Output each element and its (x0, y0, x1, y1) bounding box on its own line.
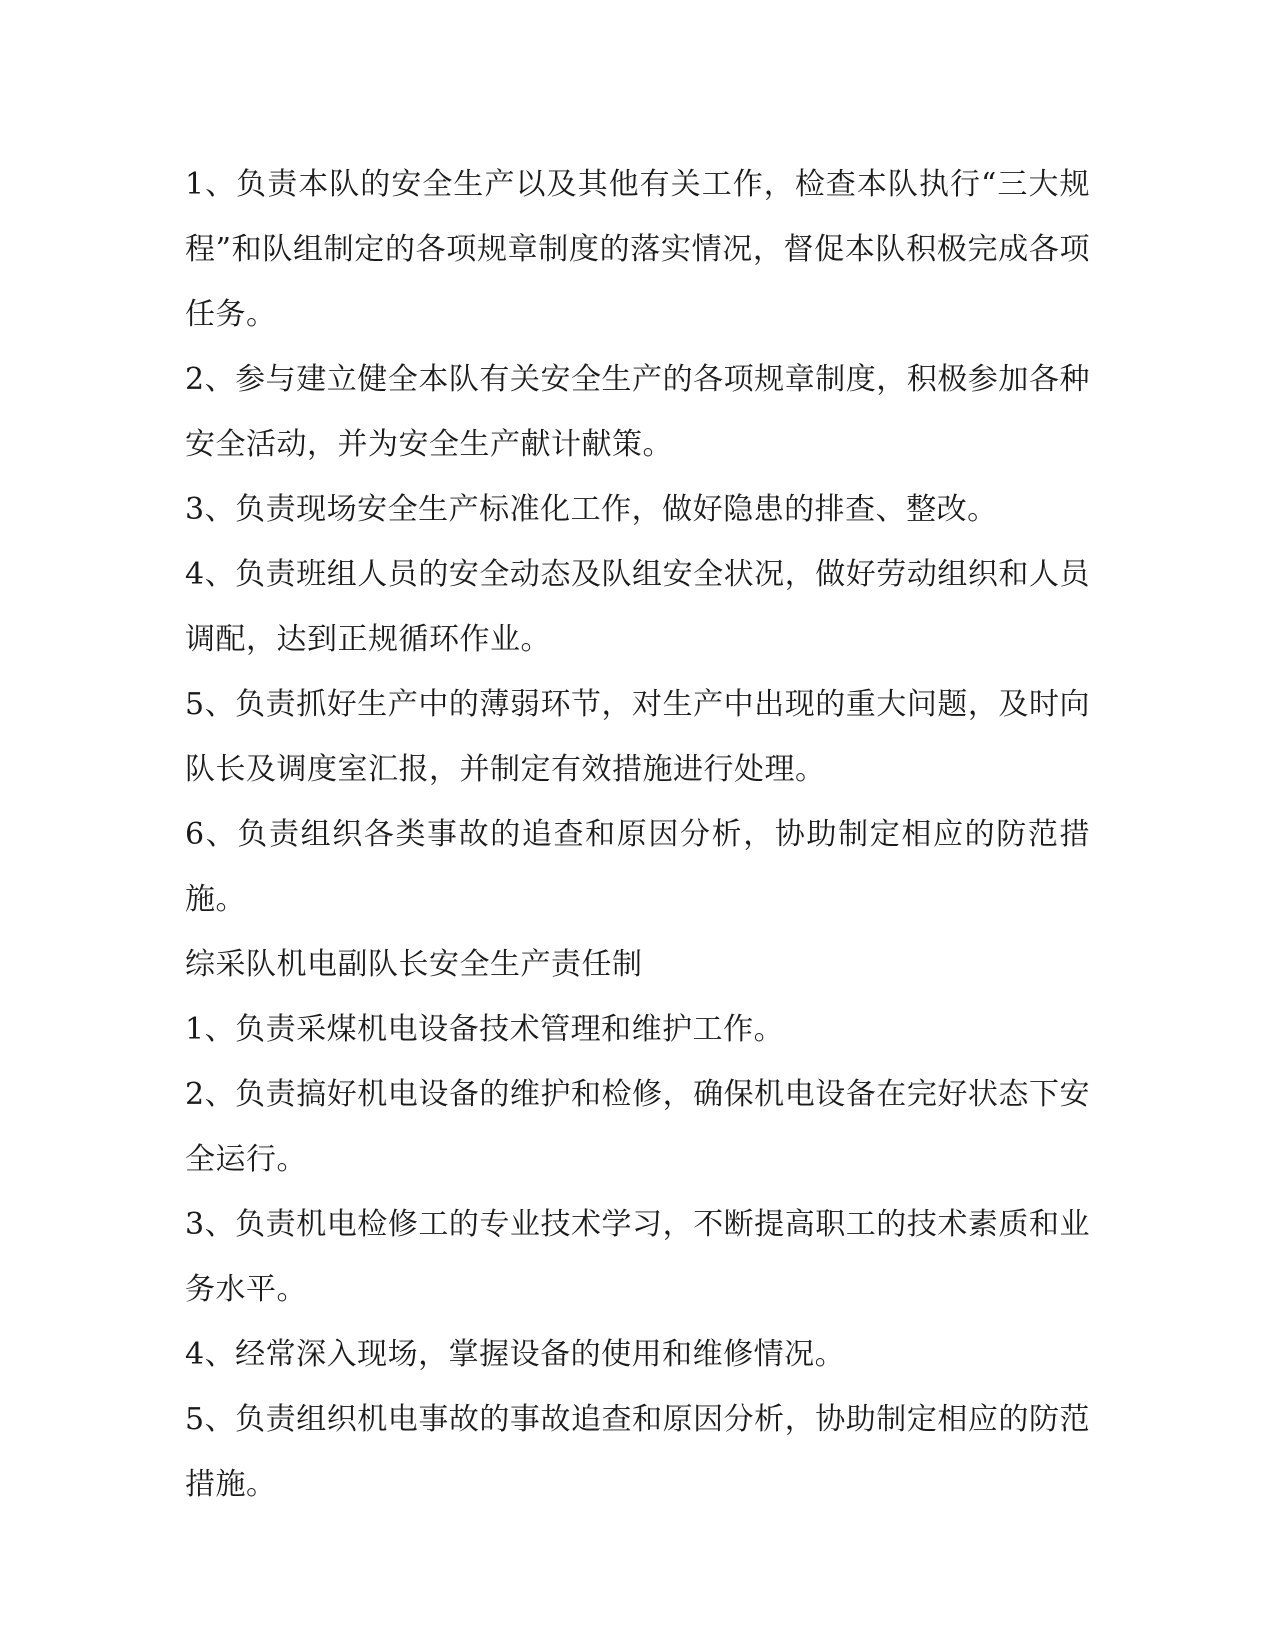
paragraph-captain-duty-4: 4、负责班组人员的安全动态及队组安全状况，做好劳动组织和人员调配，达到正规循环作业。 (185, 557, 1090, 657)
paragraph-captain-duty-1: 1、负责本队的安全生产以及其他有关工作，检查本队执行“三大规程”和队组制定的各项规章制度的落实情况，督促本队积极完成各项任务。 (185, 167, 1090, 332)
paragraph-captain-duty-3: 3、负责现场安全生产标准化工作，做好隐患的排查、整改。 (185, 492, 998, 527)
document-body (185, 152, 1090, 1517)
section-heading: 综采队机电副队长安全生产责任制 (185, 947, 643, 982)
paragraph-mech-duty-4: 4、经常深入现场，掌握设备的使用和维修情况。 (185, 1337, 846, 1372)
paragraph-mech-duty-1: 1、负责采煤机电设备技术管理和维护工作。 (185, 1012, 785, 1047)
paragraph-captain-duty-5: 5、负责抓好生产中的薄弱环节，对生产中出现的重大问题，及时向队长及调度室汇报，并制定有效措施进行处理。 (185, 687, 1090, 787)
paragraph-captain-duty-6: 6、负责组织各类事故的追查和原因分析，协助制定相应的防范措施。 (185, 817, 1090, 917)
paragraph-mech-duty-3: 3、负责机电检修工的专业技术学习，不断提高职工的技术素质和业务水平。 (185, 1207, 1090, 1307)
paragraph-mech-duty-5: 5、负责组织机电事故的事故追查和原因分析，协助制定相应的防范措施。 (185, 1402, 1090, 1502)
paragraph-mech-duty-2: 2、负责搞好机电设备的维护和检修，确保机电设备在完好状态下安全运行。 (185, 1077, 1090, 1177)
paragraph-captain-duty-2: 2、参与建立健全本队有关安全生产的各项规章制度，积极参加各种安全活动，并为安全生产献计献策。 (185, 362, 1090, 462)
